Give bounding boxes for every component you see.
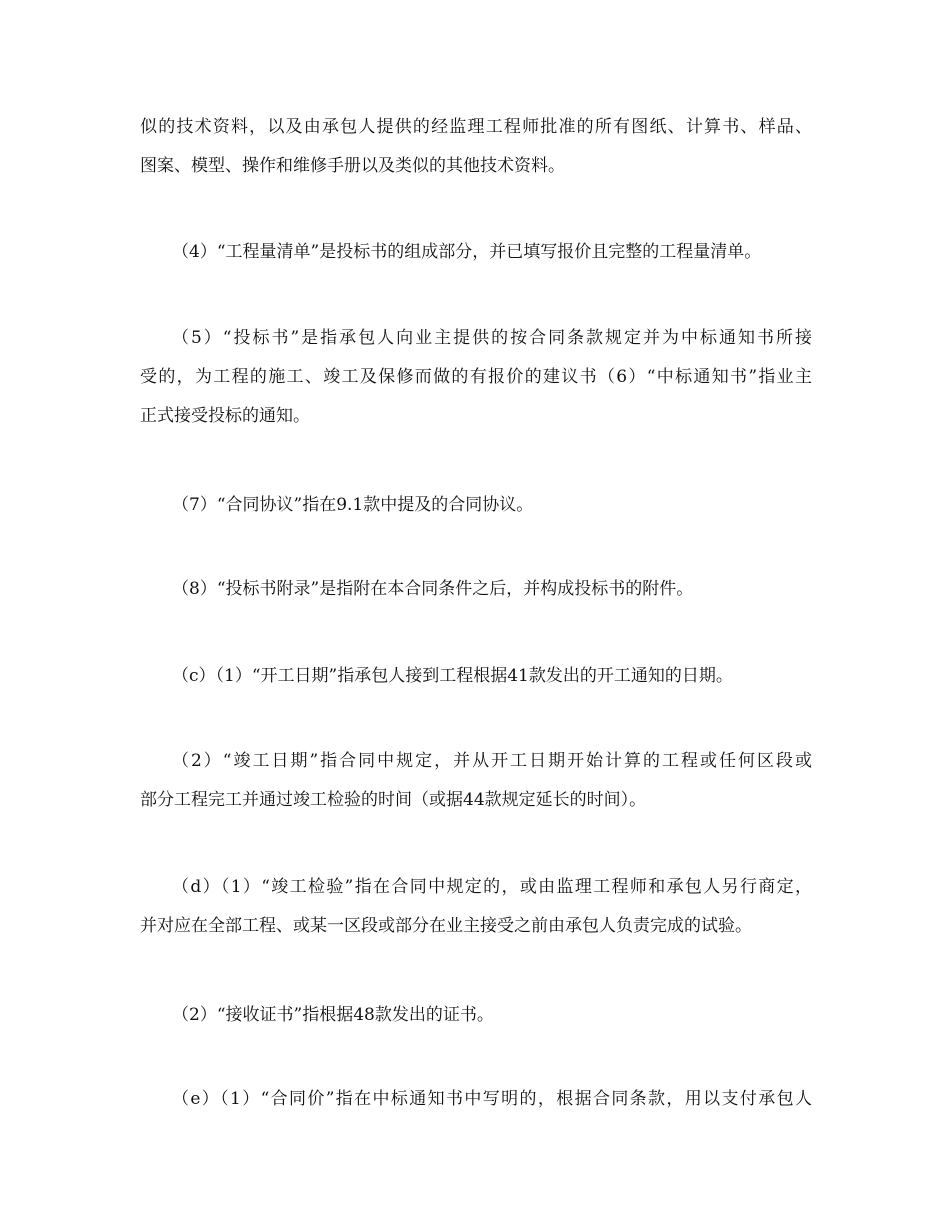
text-line: （4）“工程量清单”是投标书的组成部分，并已填写报价且完整的工程量清单。 [172, 242, 762, 262]
text-line: 并对应在全部工程、或某一区段或部分在业主接受之前由承包人负责完成的试验。 [140, 916, 752, 936]
text-line: （5）“投标书”是指承包人向业主提供的按合同条款规定并为中标通知书所接 [172, 328, 812, 348]
paragraph-commencement-date [140, 657, 812, 696]
paragraph-tender-appendix [140, 570, 812, 609]
text-line: （c）（1）“开工日期”指承包人接到工程根据41款发出的开工通知的日期。 [172, 666, 733, 686]
paragraph-taking-over-certificate [140, 996, 812, 1035]
paragraph-tender [140, 319, 812, 436]
text-line: （e）（1）“合同价”指在中标通知书中写明的，根据合同条款，用以支付承包人 [172, 1089, 812, 1109]
text-line: （2）“接收证书”指根据48款发出的证书。 [172, 1005, 494, 1025]
text-line: （2）“竣工日期”指合同中规定，并从开工日期开始计算的工程或任何区段或 [172, 751, 812, 771]
text-line: 图案、模型、操作和维修手册以及类似的其他技术资料。 [140, 156, 565, 176]
paragraph-completion-tests [140, 868, 812, 946]
text-line: （7）“合同协议”指在9.1款中提及的合同协议。 [172, 495, 534, 515]
paragraph-bill-of-quantities [140, 233, 812, 272]
text-line: 部分工程完工并通过竣工检验的时间（或据44款规定延长的时间）。 [140, 790, 647, 810]
paragraph-contract-price [140, 1080, 812, 1119]
text-line: 正式接受投标的通知。 [140, 406, 310, 426]
paragraph-completion-date [140, 742, 812, 820]
paragraph-contract-agreement [140, 486, 812, 525]
text-line: 受的，为工程的施工、竣工及保修而做的有报价的建议书（6）“中标通知书”指业主 [140, 367, 812, 387]
text-line: （8）“投标书附录”是指附在本合同条件之后，并构成投标书的附件。 [172, 579, 694, 599]
text-line: 似的技术资料，以及由承包人提供的经监理工程师批准的所有图纸、计算书、样品、 [140, 117, 812, 137]
text-line: （d）（1）“竣工检验”指在合同中规定的，或由监理工程师和承包人另行商定， [172, 877, 812, 897]
paragraph-technical-documents [140, 108, 812, 186]
